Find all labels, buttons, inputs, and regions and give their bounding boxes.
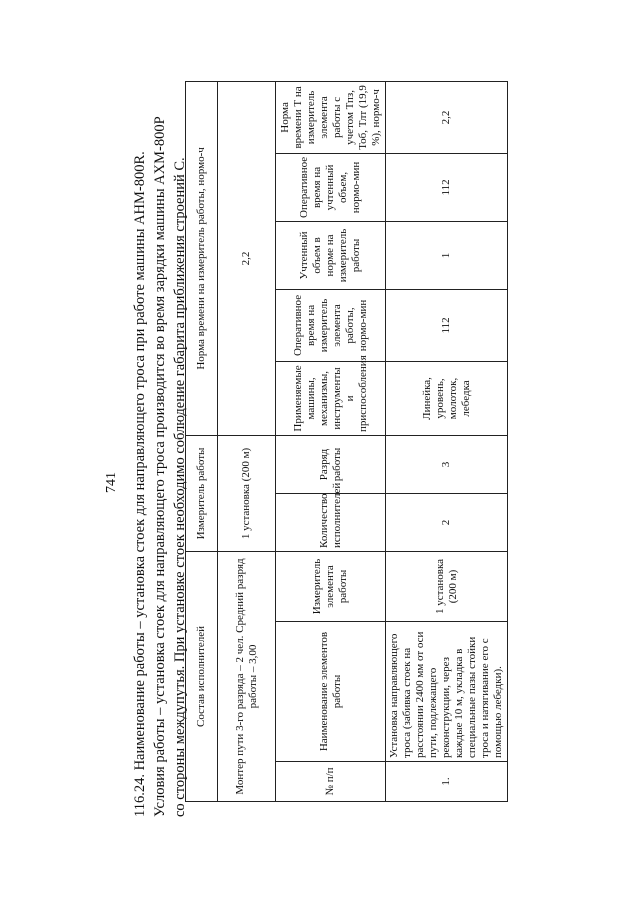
row-tools: Линейка, уровень, молоток, лебедка xyxy=(386,361,508,435)
col-norm-t-header: Норма времени Т на измеритель элемента работы с учетом Тпз, Тоб, Тлт (19,9 %), нормо-ч xyxy=(276,81,386,153)
row-op-time: 112 xyxy=(386,289,508,361)
meter-header: Измеритель работы xyxy=(186,435,218,551)
composition-header: Состав исполнителей xyxy=(186,551,218,801)
table-row xyxy=(386,81,508,801)
col-grade-header: Разряд работы xyxy=(276,435,386,493)
row-grade: 3 xyxy=(386,435,508,493)
meter-value: 1 установка (200 м) xyxy=(218,435,276,551)
heading-line-2: Условия работы – установка стоек для направляющего троса производится во время зарядки машины АХМ-800Р xyxy=(152,116,168,817)
col-tools-header: Применяемые машины, механизмы, инструменты и приспособления xyxy=(276,361,386,435)
col-element-meter-header: Измеритель элемента работы xyxy=(276,551,386,621)
composition-value: Монтер пути 3-го разряда – 2 чел. Средний разряд работы – 3,00 xyxy=(218,551,276,801)
row-element-meter: 1 установка (200 м) xyxy=(386,551,508,621)
row-volume: 1 xyxy=(386,221,508,289)
col-performers-header: Количество исполнителей xyxy=(276,493,386,551)
row-name: Установка направляющего троса (забивка стоек на расстоянии 2400 мм от оси пути, подлежащего реконструкции, через каждые 10 м, укладка в специальные пазы стойки троса и натягивание его с помощью лебедки). xyxy=(386,622,508,762)
row-performers: 2 xyxy=(386,493,508,551)
norm-header: Норма времени на измеритель работы, нормо-ч xyxy=(186,81,218,435)
norm-value: 2,2 xyxy=(218,81,276,435)
col-volume-header: Учтенный объем в норме на измеритель работы xyxy=(276,221,386,289)
col-op-time-counted-header: Оперативное время на учтенный объем, нормо-мин xyxy=(276,153,386,221)
col-op-time-header: Оперативное время на измеритель элемента работы, нормо-мин xyxy=(276,289,386,361)
rotated-page xyxy=(104,17,530,887)
row-norm-t: 2,2 xyxy=(386,81,508,153)
norm-table xyxy=(185,81,508,802)
col-name-header: Наименование элементов работы xyxy=(276,622,386,762)
heading-line-1: 116.24. Наименование работы – установка стоек для направляющего троса при работе машины АНМ-800R. xyxy=(132,151,148,817)
col-num-header: № п/п xyxy=(276,762,386,802)
page-number: 741 xyxy=(104,472,119,493)
row-op-time-counted: 112 xyxy=(386,153,508,221)
heading-line-3: со стороны междупутья. При установке стоек необходимо соблюдение габарита приближения строений С. xyxy=(172,157,188,817)
row-num: 1. xyxy=(386,762,508,802)
